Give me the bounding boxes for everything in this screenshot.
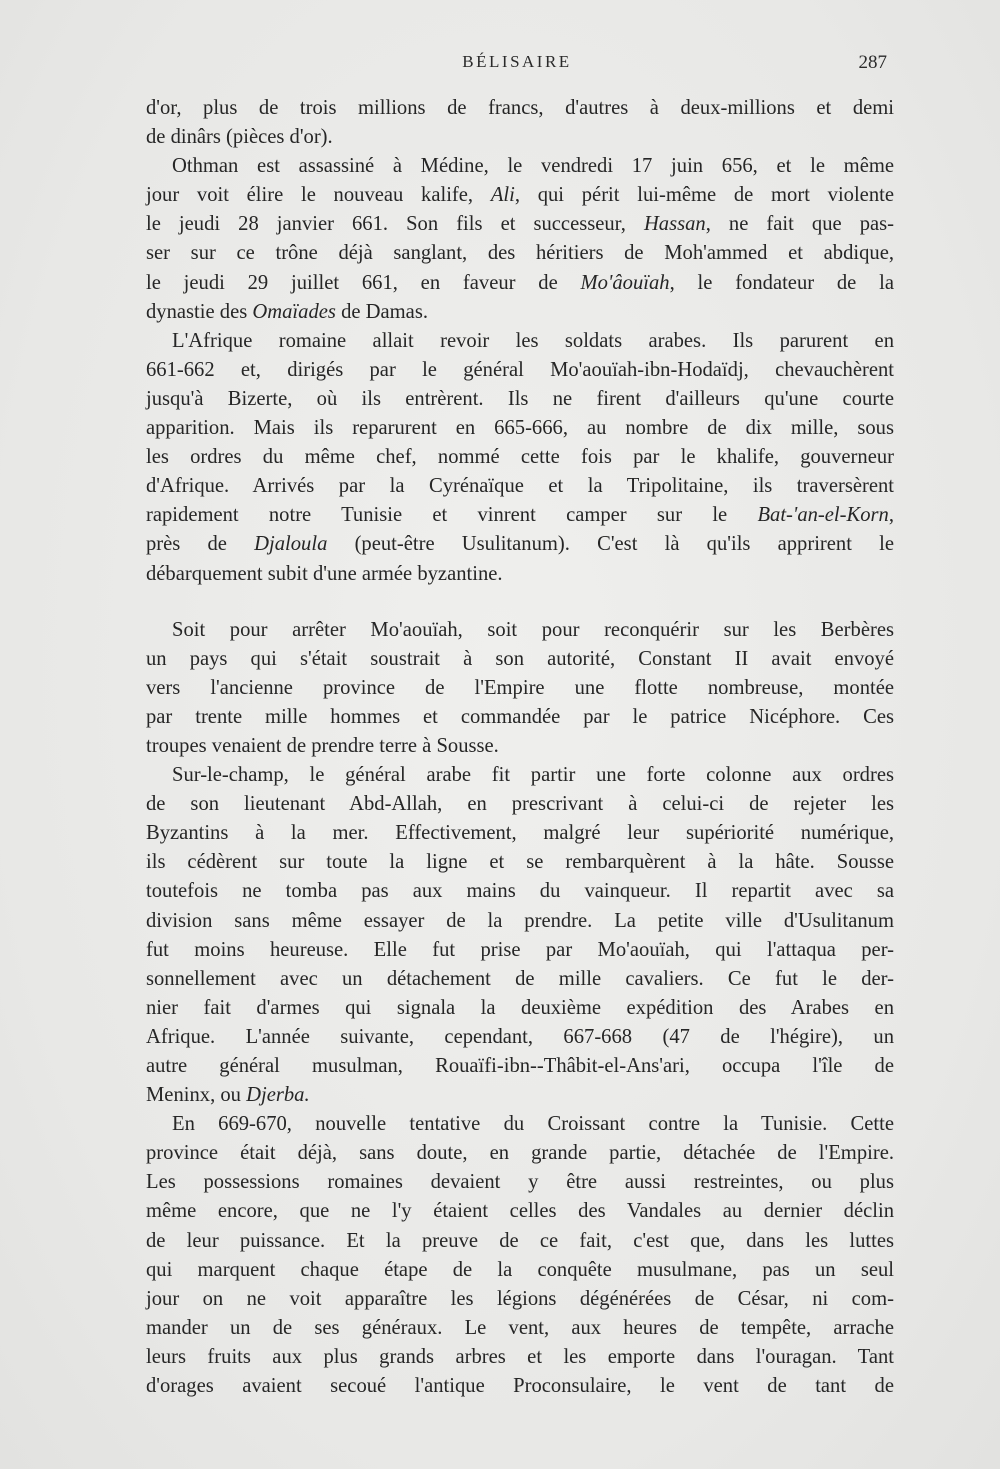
text-line: ils cédèrent sur toute la ligne et se rembarquèrent à la hâte. Sousse [146, 851, 894, 874]
text-line: L'Afrique romaine allait revoir les soldats arabes. Ils parurent en [172, 329, 894, 352]
text-line: jour on ne voit apparaître les légions dégénérées de César, ni com- [146, 1287, 894, 1310]
text-line: toutefois ne tomba pas aux mains du vainqueur. Il repartit avec sa [146, 880, 894, 903]
text-line: Les possessions romaines devaient y être aussi restreintes, ou plus [146, 1171, 894, 1194]
text-line: En 669-670, nouvelle tentative du Croissant contre la Tunisie. Cette [172, 1113, 894, 1136]
text-line [146, 210, 894, 239]
page-number: 287 [858, 52, 887, 73]
text-line: sonnellement avec un détachement de mille cavaliers. Ce fut le der- [146, 967, 894, 990]
text-line: qui marquent chaque étape de la conquête musulmane, pas un seul [146, 1258, 894, 1281]
text-line: par trente mille hommes et commandée par le patrice Nicéphore. Ces [146, 705, 894, 728]
text-run: (peut-être Usulitanum). C'est là qu'ils apprirent le [354, 533, 894, 556]
running-title: BÉLISAIRE [462, 52, 572, 71]
text-line [146, 269, 894, 298]
page-body [146, 94, 894, 1401]
text-line: vers l'ancienne province de l'Empire une flotte nombreuse, montée [146, 676, 894, 699]
text-line: Byzantins à la mer. Effectivement, malgré leur supériorité numérique, [146, 822, 894, 845]
italic-name: Djerba. [246, 1084, 310, 1107]
text-line: ser sur ce trône déjà sanglant, des héritiers de Moh'ammed et abdique, [146, 242, 894, 265]
text-line: même encore, que ne l'y étaient celles des Vandales au dernier déclin [146, 1200, 894, 1223]
text-run: , ne fait que pas- [705, 213, 895, 236]
text-run: , qui périt lui-même de mort violente [514, 184, 894, 207]
text-line: d'or, plus de trois millions de francs, d'autres à deux-millions et demi [146, 97, 894, 119]
italic-name: Hassan [643, 213, 706, 236]
text-line: leurs fruits aux plus grands arbres et les emporte dans l'ouragan. Tant [146, 1345, 894, 1368]
text-line: division sans même essayer de la prendre. La petite ville d'Usulitanum [146, 909, 894, 932]
text-run: le jeudi 28 janvier 661. Son fils et successeur, [146, 213, 626, 236]
italic-name: Ali [490, 184, 515, 207]
text-line: Sur-le-champ, le général arabe fit partir une forte colonne aux ordres [172, 764, 894, 787]
text-line [146, 530, 894, 559]
text-line: jusqu'à Bizerte, où ils entrèrent. Ils ne firent d'ailleurs qu'une courte [146, 387, 894, 410]
text-line: troupes venaient de prendre terre à Sousse. [146, 734, 499, 757]
text-run: , [888, 504, 894, 527]
text-run: , le fondateur de la [669, 271, 894, 294]
text-line: de dinârs (pièces d'or). [146, 126, 333, 149]
text-line: Afrique. L'année suivante, cependant, 667-668 (47 de l'hégire), un [146, 1025, 894, 1048]
text-line: fut moins heureuse. Elle fut prise par Mo'aouïah, qui l'attaqua per- [146, 938, 894, 961]
running-head [147, 52, 887, 78]
italic-name: Djaloula [254, 533, 328, 556]
text-line: mander un de ses généraux. Le vent, aux heures de tempête, arrache [146, 1316, 894, 1339]
text-run: rapidement notre Tunisie et vinrent camper sur le [146, 504, 728, 527]
text-line [146, 181, 894, 210]
text-line [146, 501, 894, 530]
text-line: nier fait d'armes qui signala la deuxième expédition des Arabes en [146, 996, 894, 1019]
text-line [146, 298, 894, 327]
text-run: dynastie des [146, 300, 248, 323]
text-line: province était déjà, sans doute, en grande partie, détachée de l'Empire. [146, 1142, 894, 1165]
text-run: le jeudi 29 juillet 661, en faveur de [146, 271, 558, 294]
italic-name: Mo'âouïah [580, 271, 670, 294]
section-gap [146, 589, 894, 616]
text-line: d'Afrique. Arrivés par la Cyrénaïque et la Tripolitaine, ils traversèrent [146, 475, 894, 498]
text-line: d'orages avaient secoué l'antique Proconsulaire, le vent de tant de [146, 1375, 894, 1398]
text-line: les ordres du même chef, nommé cette fois par le khalife, gouverneur [146, 446, 894, 469]
text-line [146, 1081, 894, 1110]
text-line: un pays qui s'était soustrait à son autorité, Constant II avait envoyé [146, 647, 894, 670]
text-line: autre général musulman, Rouaïfi-ibn--Thâbit-el-Ans'ari, occupa l'île de [146, 1055, 894, 1077]
text-line: apparition. Mais ils reparurent en 665-666, au nombre de dix mille, sous [146, 417, 894, 440]
text-run: Meninx, ou [146, 1084, 241, 1107]
text-line: Soit pour arrêter Mo'aouïah, soit pour reconquérir sur les Berbères [172, 618, 894, 641]
text-line: 661-662 et, dirigés par le général Mo'aouïah-ibn-Hodaïdj, chevauchèrent [146, 358, 894, 381]
text-run: jour voit élire le nouveau kalife, [146, 184, 474, 207]
text-line: débarquement subit d'une armée byzantine. [146, 562, 503, 585]
text-line: de son lieutenant Abd-Allah, en prescrivant à celui-ci de rejeter les [146, 793, 894, 816]
text-run: près de [146, 533, 227, 556]
text-line: Othman est assassiné à Médine, le vendredi 17 juin 656, et le même [172, 155, 894, 178]
italic-name: Omaïades [252, 300, 336, 323]
text-run: de Damas. [341, 300, 428, 323]
italic-name: Bat-'an-el-Korn [757, 504, 889, 527]
text-line: de leur puissance. Et la preuve de ce fait, c'est que, dans les luttes [146, 1229, 894, 1252]
